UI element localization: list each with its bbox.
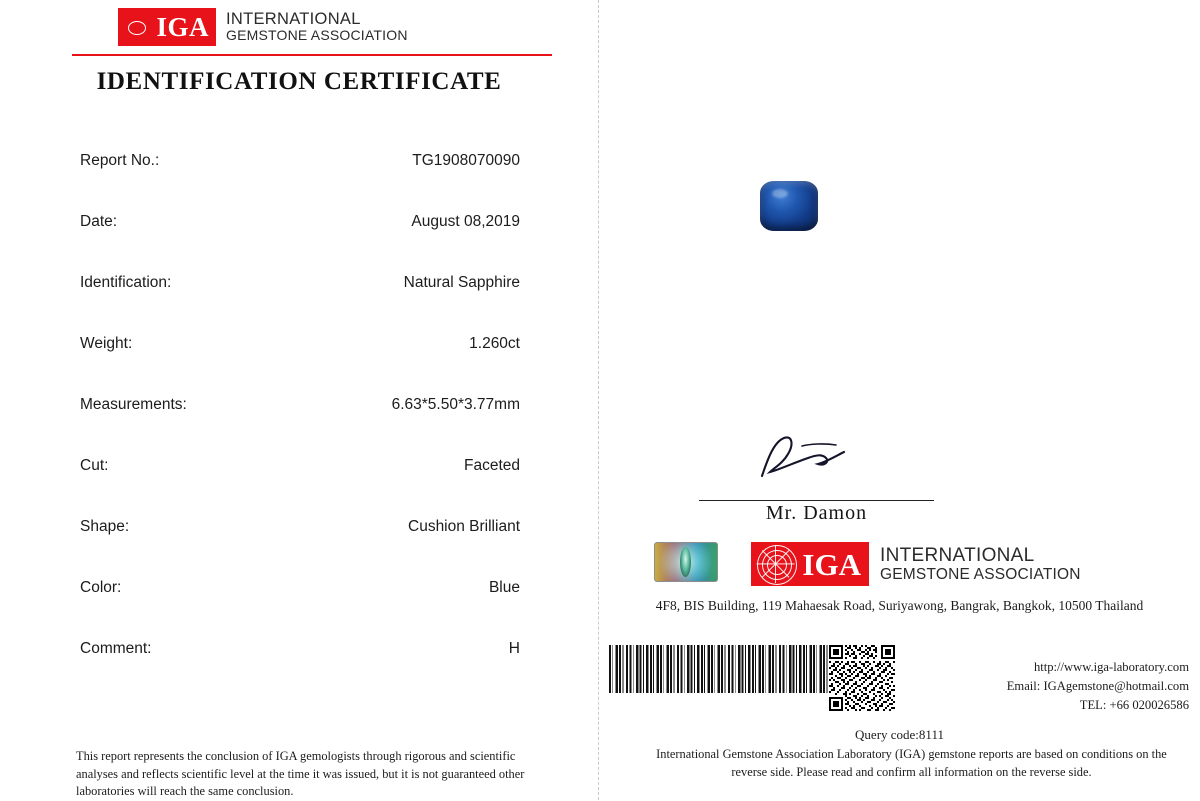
- page-title: IDENTIFICATION CERTIFICATE: [96, 68, 502, 95]
- contact-block: [899, 658, 1189, 715]
- gem-outline-icon: [128, 21, 146, 35]
- iga-logo-footer: [751, 542, 1081, 586]
- iga-logo-wordmark: [226, 10, 408, 44]
- certificate-right-panel: [599, 0, 1200, 800]
- field-value: Cushion Brilliant: [408, 518, 520, 535]
- signature-icon: [744, 432, 944, 480]
- field-label: Report No.:: [80, 152, 160, 169]
- signatory-name: Mr. Damon: [765, 502, 868, 524]
- certificate-left-panel: [0, 0, 598, 800]
- signature-mark: [744, 432, 944, 480]
- iga-logo-mark-footer: [751, 542, 869, 586]
- field-label: Weight:: [80, 335, 133, 352]
- report-fields: [80, 152, 520, 701]
- iga-logo-header: [118, 8, 408, 46]
- field-value: Faceted: [463, 457, 520, 474]
- field-value: Blue: [488, 579, 520, 596]
- lab-address: 4F8, BIS Building, 119 Mahaesak Road, Suriyawong, Bangrak, Bangkok, 10500 Thailand: [655, 598, 1144, 613]
- field-label: Cut:: [80, 457, 109, 474]
- iga-logo-wordmark-footer: [880, 545, 1081, 584]
- blue-cushion-sapphire-image: [760, 181, 818, 231]
- iga-wordmark-line2: GEMSTONE ASSOCIATION: [226, 27, 408, 44]
- lab-website[interactable]: http://www.iga-laboratory.com: [1033, 660, 1189, 674]
- query-code: Query code:8111: [855, 727, 944, 742]
- field-value: H: [508, 640, 520, 657]
- header-rule: [72, 54, 552, 56]
- field-label: Identification:: [80, 274, 172, 291]
- field-row-cut: [80, 457, 520, 518]
- field-label: Measurements:: [80, 396, 187, 413]
- field-value: TG1908070090: [412, 152, 520, 169]
- field-row-color: [80, 579, 520, 640]
- iga-logo-text-footer: IGA: [802, 546, 861, 582]
- field-row-comment: [80, 640, 520, 701]
- field-label: Date:: [80, 213, 118, 230]
- field-row-shape: [80, 518, 520, 579]
- right-disclaimer-text: International Gemstone Association Laboratory (IGA) gemstone reports are based on conditions on the reverse side. Please read and confirm all information on the reverse side.: [656, 747, 1167, 779]
- lab-email[interactable]: Email: IGAgemstone@hotmail.com: [1006, 678, 1189, 693]
- barcode: [609, 645, 852, 693]
- field-row-measurements: [80, 396, 520, 457]
- iga-logo-text: IGA: [156, 11, 209, 42]
- lab-telephone: TEL: +66 020026586: [1079, 697, 1189, 712]
- signature-line: [699, 500, 934, 501]
- field-value: August 08,2019: [411, 213, 520, 230]
- left-disclaimer-text: This report represents the conclusion of IGA gemologists through rigorous and scientific analyses and reflects scientific level at the time it was issued, but it is not guaranteed other laboratories will reach the same conclusion.: [76, 749, 525, 799]
- field-value: 1.260ct: [469, 335, 520, 352]
- iga-wordmark-line1: INTERNATIONAL: [226, 9, 361, 28]
- field-row-report-no: [80, 152, 520, 213]
- hologram-seal: [654, 542, 718, 582]
- field-row-date: [80, 213, 520, 274]
- qr-code[interactable]: [829, 645, 895, 711]
- field-value: 6.63*5.50*3.77mm: [391, 396, 520, 413]
- field-label: Color:: [80, 579, 122, 596]
- field-row-identification: [80, 274, 520, 335]
- iga-logo-mark: [118, 8, 216, 46]
- field-label: Comment:: [80, 640, 152, 657]
- iga-wordmark-footer-line2: GEMSTONE ASSOCIATION: [880, 565, 1081, 583]
- field-label: Shape:: [80, 518, 130, 535]
- field-row-weight: [80, 335, 520, 396]
- gemstone-photo: [754, 175, 824, 237]
- iga-wordmark-footer-line1: INTERNATIONAL: [880, 544, 1035, 566]
- field-value: Natural Sapphire: [403, 274, 520, 291]
